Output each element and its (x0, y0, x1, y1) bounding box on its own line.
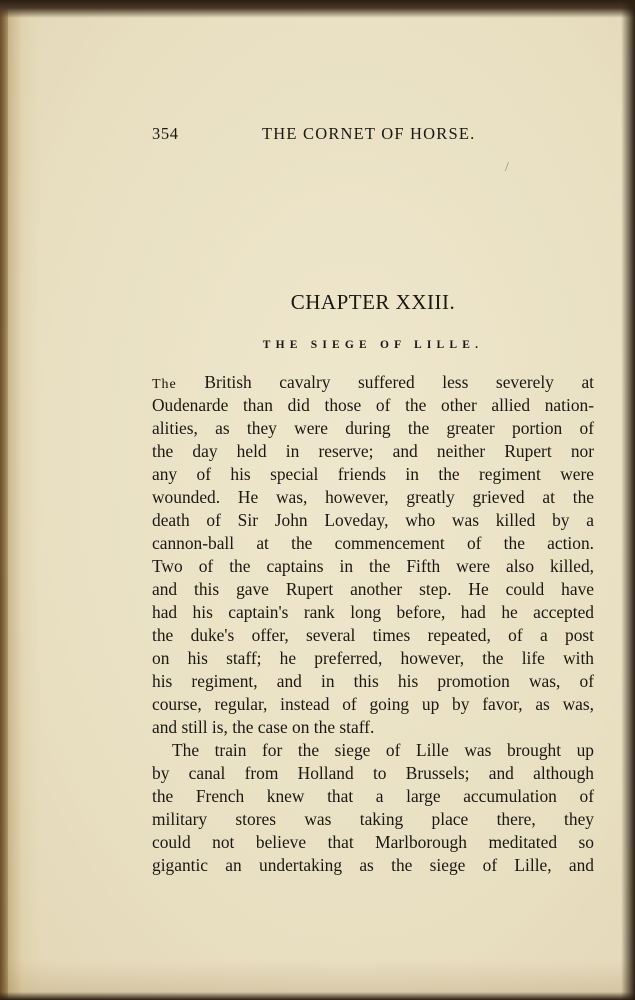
text-line: Two of the captains in the Fifth were also killed, (152, 556, 594, 576)
text-line: could not believe that Marlborough meditated so (152, 832, 594, 852)
text-line: death of Sir John Loveday, who was killed by a (152, 510, 594, 530)
chapter-title: CHAPTER XXIII. (290, 290, 456, 314)
page-binding-edge (0, 0, 8, 1000)
body-text (152, 371, 594, 877)
opening-word: The (152, 377, 177, 392)
page-top-edge (0, 0, 635, 18)
text-line: the French knew that a large accumulation of (152, 786, 594, 806)
text-line: military stores was taking place there, they (152, 809, 594, 829)
text-line: The British cavalry suffered less severely at (152, 372, 594, 392)
text-line: by canal from Holland to Brussels; and although (152, 763, 594, 783)
text-line: course, regular, instead of going up by favor, as was, (152, 694, 594, 714)
text-line: wounded. He was, however, greatly grieved at the (152, 487, 594, 507)
pencil-mark: / (505, 160, 509, 175)
text-line: his regiment, and in this his promotion was, of (152, 671, 594, 691)
text-line: any of his special friends in the regiment were (152, 464, 594, 484)
text-line: the day held in reserve; and neither Rupert nor (152, 441, 594, 461)
page-bottom-edge (0, 992, 635, 1000)
chapter-subtitle: THE SIEGE OF LILLE. (262, 339, 484, 351)
text-line: on his staff; he preferred, however, the life with (152, 648, 594, 668)
text-line: cannon-ball at the commencement of the action. (152, 533, 594, 553)
page-right-edge (621, 0, 635, 1000)
text-line: alities, as they were during the greater portion of (152, 418, 594, 438)
text-line: the duke's offer, several times repeated, of a post (152, 625, 594, 645)
running-title: THE CORNET OF HORSE. (262, 124, 476, 143)
text-line: had his captain's rank long before, had he accepted (152, 602, 594, 622)
page-number: 354 (152, 124, 179, 143)
text-line: and still is, the case on the staff. (152, 717, 375, 737)
text-line: and this gave Rupert another step. He could have (152, 579, 594, 599)
text-line: Oudenarde than did those of the other allied nation- (152, 395, 594, 415)
text-line: The train for the siege of Lille was brought up (172, 740, 594, 760)
text-line: gigantic an undertaking as the siege of Lille, and (152, 855, 594, 875)
